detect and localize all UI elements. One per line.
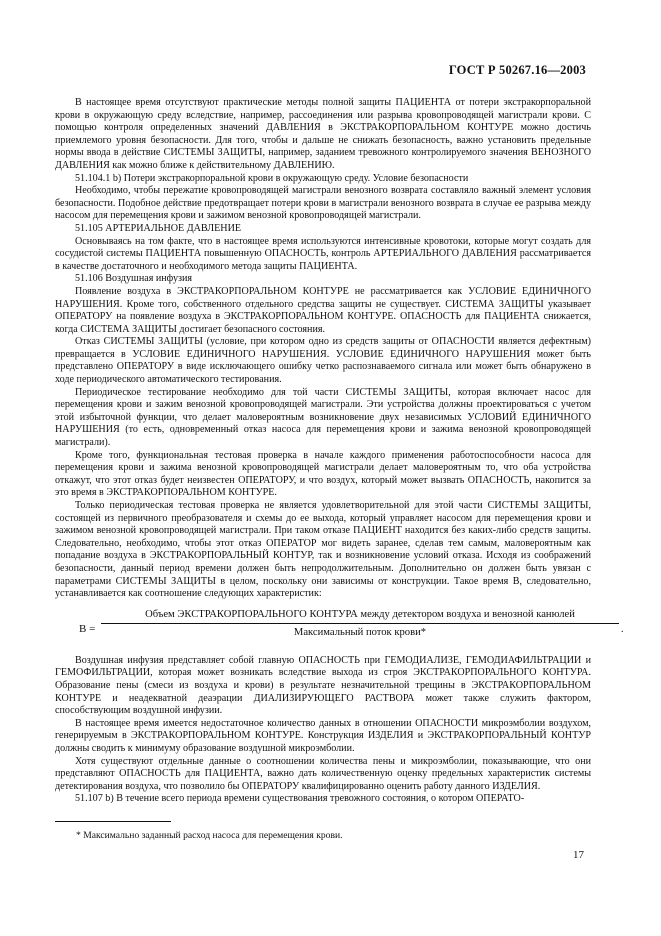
formula-denominator: Максимальный поток крови* — [293, 627, 427, 639]
formula-lhs: В = — [79, 622, 96, 635]
clause-heading: 51.104.1 b) Потери экстракорпоральной крови в окружающую среду. Условие безопасности — [75, 172, 469, 184]
clause-heading: 51.106 Воздушная инфузия — [75, 273, 193, 285]
paragraph: Хотя существуют отдельные данные о соотношении количества пены и микроэмболии, показывающие, что они представляют ОПАСНОСТЬ для ПАЦИЕНТА, важно дать количественную оценку предельных характеристик системы детектирования воздуха, что позволило бы ОПЕРАТОРУ квалифицированно оценить работу данного ИЗДЕЛИЯ. — [55, 755, 591, 792]
formula-numerator: Объем ЭКСТРАКОРПОРАЛЬНОГО КОНТУРА между детектором воздуха и венозной канюлей — [101, 609, 619, 625]
paragraph: Воздушная инфузия представляет собой главную ОПАСНОСТЬ при ГЕМОДИАЛИЗЕ, ГЕМОДИАФИЛЬТРАЦИИ и ГЕМОФИЛЬТРАЦИИ, которая может возникать вследствие выхода из строя ЭКСТРАКОРПОРАЛЬНОГО КОНТУРА. Образование пены (смеси из воздуха и крови) в результате незначительной трещины в ЭКСТРАКОРПОРАЛЬНОМ КОНТУРЕ и неадекватной деаэрации ДИАЛИЗИРУЮЩЕГО РАСТВОРА может также служить фактором, способствующим воздушной инфузии. — [55, 654, 591, 717]
clause-heading: 51.107 b) В течение всего периода времени существования тревожного состояния, о котором ОПЕРАТО- — [75, 793, 525, 805]
document-body — [55, 97, 624, 806]
formula-fraction — [101, 609, 619, 640]
paragraph: В настоящее время имеется недостаточное количество данных в отношении ОПАСНОСТИ микроэмболии воздухом, генерируемым в ЭКСТРАКОРПОРАЛЬНОМ КОНТУРЕ. Конструкция ИЗДЕЛИЯ и ЭКСТРАКОРПОРАЛЬНЫЙ КОНТУР должны сводить к минимуму образование воздушной микроэмболии. — [55, 717, 591, 754]
formula — [55, 608, 624, 647]
paragraph: Периодическое тестирование необходимо для той части СИСТЕМЫ ЗАЩИТЫ, которая включает насос для перемещения крови и зажим венозной кровопроводящей магистрали. Эти устройства должны проектироваться с учетом этой избыточной функции, что делает маловероятным возникновение двух независимых УСЛОВИЙ ЕДИНИЧНОГО НАРУШЕНИЯ (то есть, одновременный отказ насоса для перемещения крови и зажима венозной кровопроводящей магистрали). — [55, 386, 591, 449]
page-number: 17 — [573, 849, 584, 861]
paragraph: Появление воздуха в ЭКСТРАКОРПОРАЛЬНОМ КОНТУРЕ не рассматривается как УСЛОВИЕ ЕДИНИЧНОГО НАРУШЕНИЯ. Кроме того, собственного отдельного средства защиты не существует. СИСТЕМА ЗАЩИТЫ указывает ОПЕРАТОРУ на появление воздуха в ЭКСТРАКОРПОРАЛЬНОМ КОНТУРЕ. ОПАСНОСТЬ для ПАЦИЕНТА снижается, когда СИСТЕМА ЗАЩИТЫ достигает безопасного состояния. — [55, 285, 591, 335]
paragraph: Необходимо, чтобы пережатие кровопроводящей магистрали венозного возврата составляло важный элемент условия безопасности. Подобное действие предотвращает потери крови в магистрали венозного возврата в случае ее разрыва между насосом для перемещения крови и зажимом венозной кровопроводящей магистрали. — [55, 185, 591, 222]
formula-end: . — [621, 623, 624, 635]
document-header: ГОСТ Р 50267.16—2003 — [448, 63, 586, 77]
clause-heading: 51.105 АРТЕРИАЛЬНОЕ ДАВЛЕНИЕ — [75, 222, 242, 234]
paragraph: В настоящее время отсутствуют практические методы полной защиты ПАЦИЕНТА от потери экстракорпоральной крови в окружающую среду вследствие, например, рассоединения или разрыва кровопроводящей магистрали крови. С помощью контроля определенных значений ДАВЛЕНИЯ в ЭКСТРАКОРПОРАЛЬНОМ КОНТУРЕ можно достичь приемлемого уровня безопасности. Для того, чтобы и дальше не снижать безопасность, важно установить предельные нормы ввода в действие СИСТЕМЫ ЗАЩИТЫ, например, заданием тревожного контролируемого значения ВЕНОЗНОГО ДАВЛЕНИЯ как можно ближе к действительному ДАВЛЕНИЮ. — [55, 97, 591, 171]
paragraph: Кроме того, функциональная тестовая проверка в начале каждого применения работоспособности насоса для перемещения крови и зажима венозной кровопроводящей магистрали делает маловероятным то, что оба устройства откажут, что этот отказ будет неизвестен ОПЕРАТОРУ, и что воздух, который может вызвать ОПАСНОСТЬ, накопится за это время в ЭКСТРАКОРПОРАЛЬНОМ КОНТУРЕ. — [55, 449, 591, 499]
paragraph: Только периодическая тестовая проверка не является удовлетворительной для этой части СИСТЕМЫ ЗАЩИТЫ, состоящей из первичного преобразователя и схемы до ее выхода, который управляет насосом для перемещения крови и зажимом венозной кровопроводящей магистрали. При таком отказе ПАЦИЕНТ находится без каких-либо средств защиты. Следовательно, необходимо, чтобы этот отказ ОПЕРАТОР мог видеть заранее, сделав тем самым, маловероятным как попадание воздуха в ЭКСТРАКОРПОРАЛЬНЫЙ КОНТУР, так и возникновение условий отказа. Исходя из соображений безопасности, данный период времени должен быть непродолжительным. Дополнительно он должен быть увязан с параметрами СИСТЕМЫ ЗАЩИТЫ в целом, поскольку они зависимы от конструкции. Такое время В, следовательно, устанавливается как соотношение следующих характеристик: — [55, 500, 591, 600]
paragraph: Основываясь на том факте, что в настоящее время используются интенсивные кровотоки, которые могут создать для сосудистой системы ПАЦИЕНТА повышенную ОПАСНОСТЬ, контроль АРТЕРИАЛЬНОГО ДАВЛЕНИЯ рассматривается в качестве достаточного и необходимого метода защиты ПАЦИЕНТА. — [55, 235, 591, 272]
footnote: * Максимально заданный расход насоса для перемещения крови. — [76, 830, 343, 841]
paragraph: Отказ СИСТЕМЫ ЗАЩИТЫ (условие, при котором одно из средств защиты от ОПАСНОСТИ является дефектным) превращается в УСЛОВИЕ ЕДИНИЧНОГО НАРУШЕНИЯ. УСЛОВИЕ ЕДИНИЧНОГО НАРУШЕНИЯ может быть представлено ОПЕРАТОРУ в виде исключающего ошибку четко распознаваемого сигнала или может быть обнаружено в ходе периодического автоматического тестирования. — [55, 336, 591, 386]
footnote-divider — [55, 821, 171, 822]
